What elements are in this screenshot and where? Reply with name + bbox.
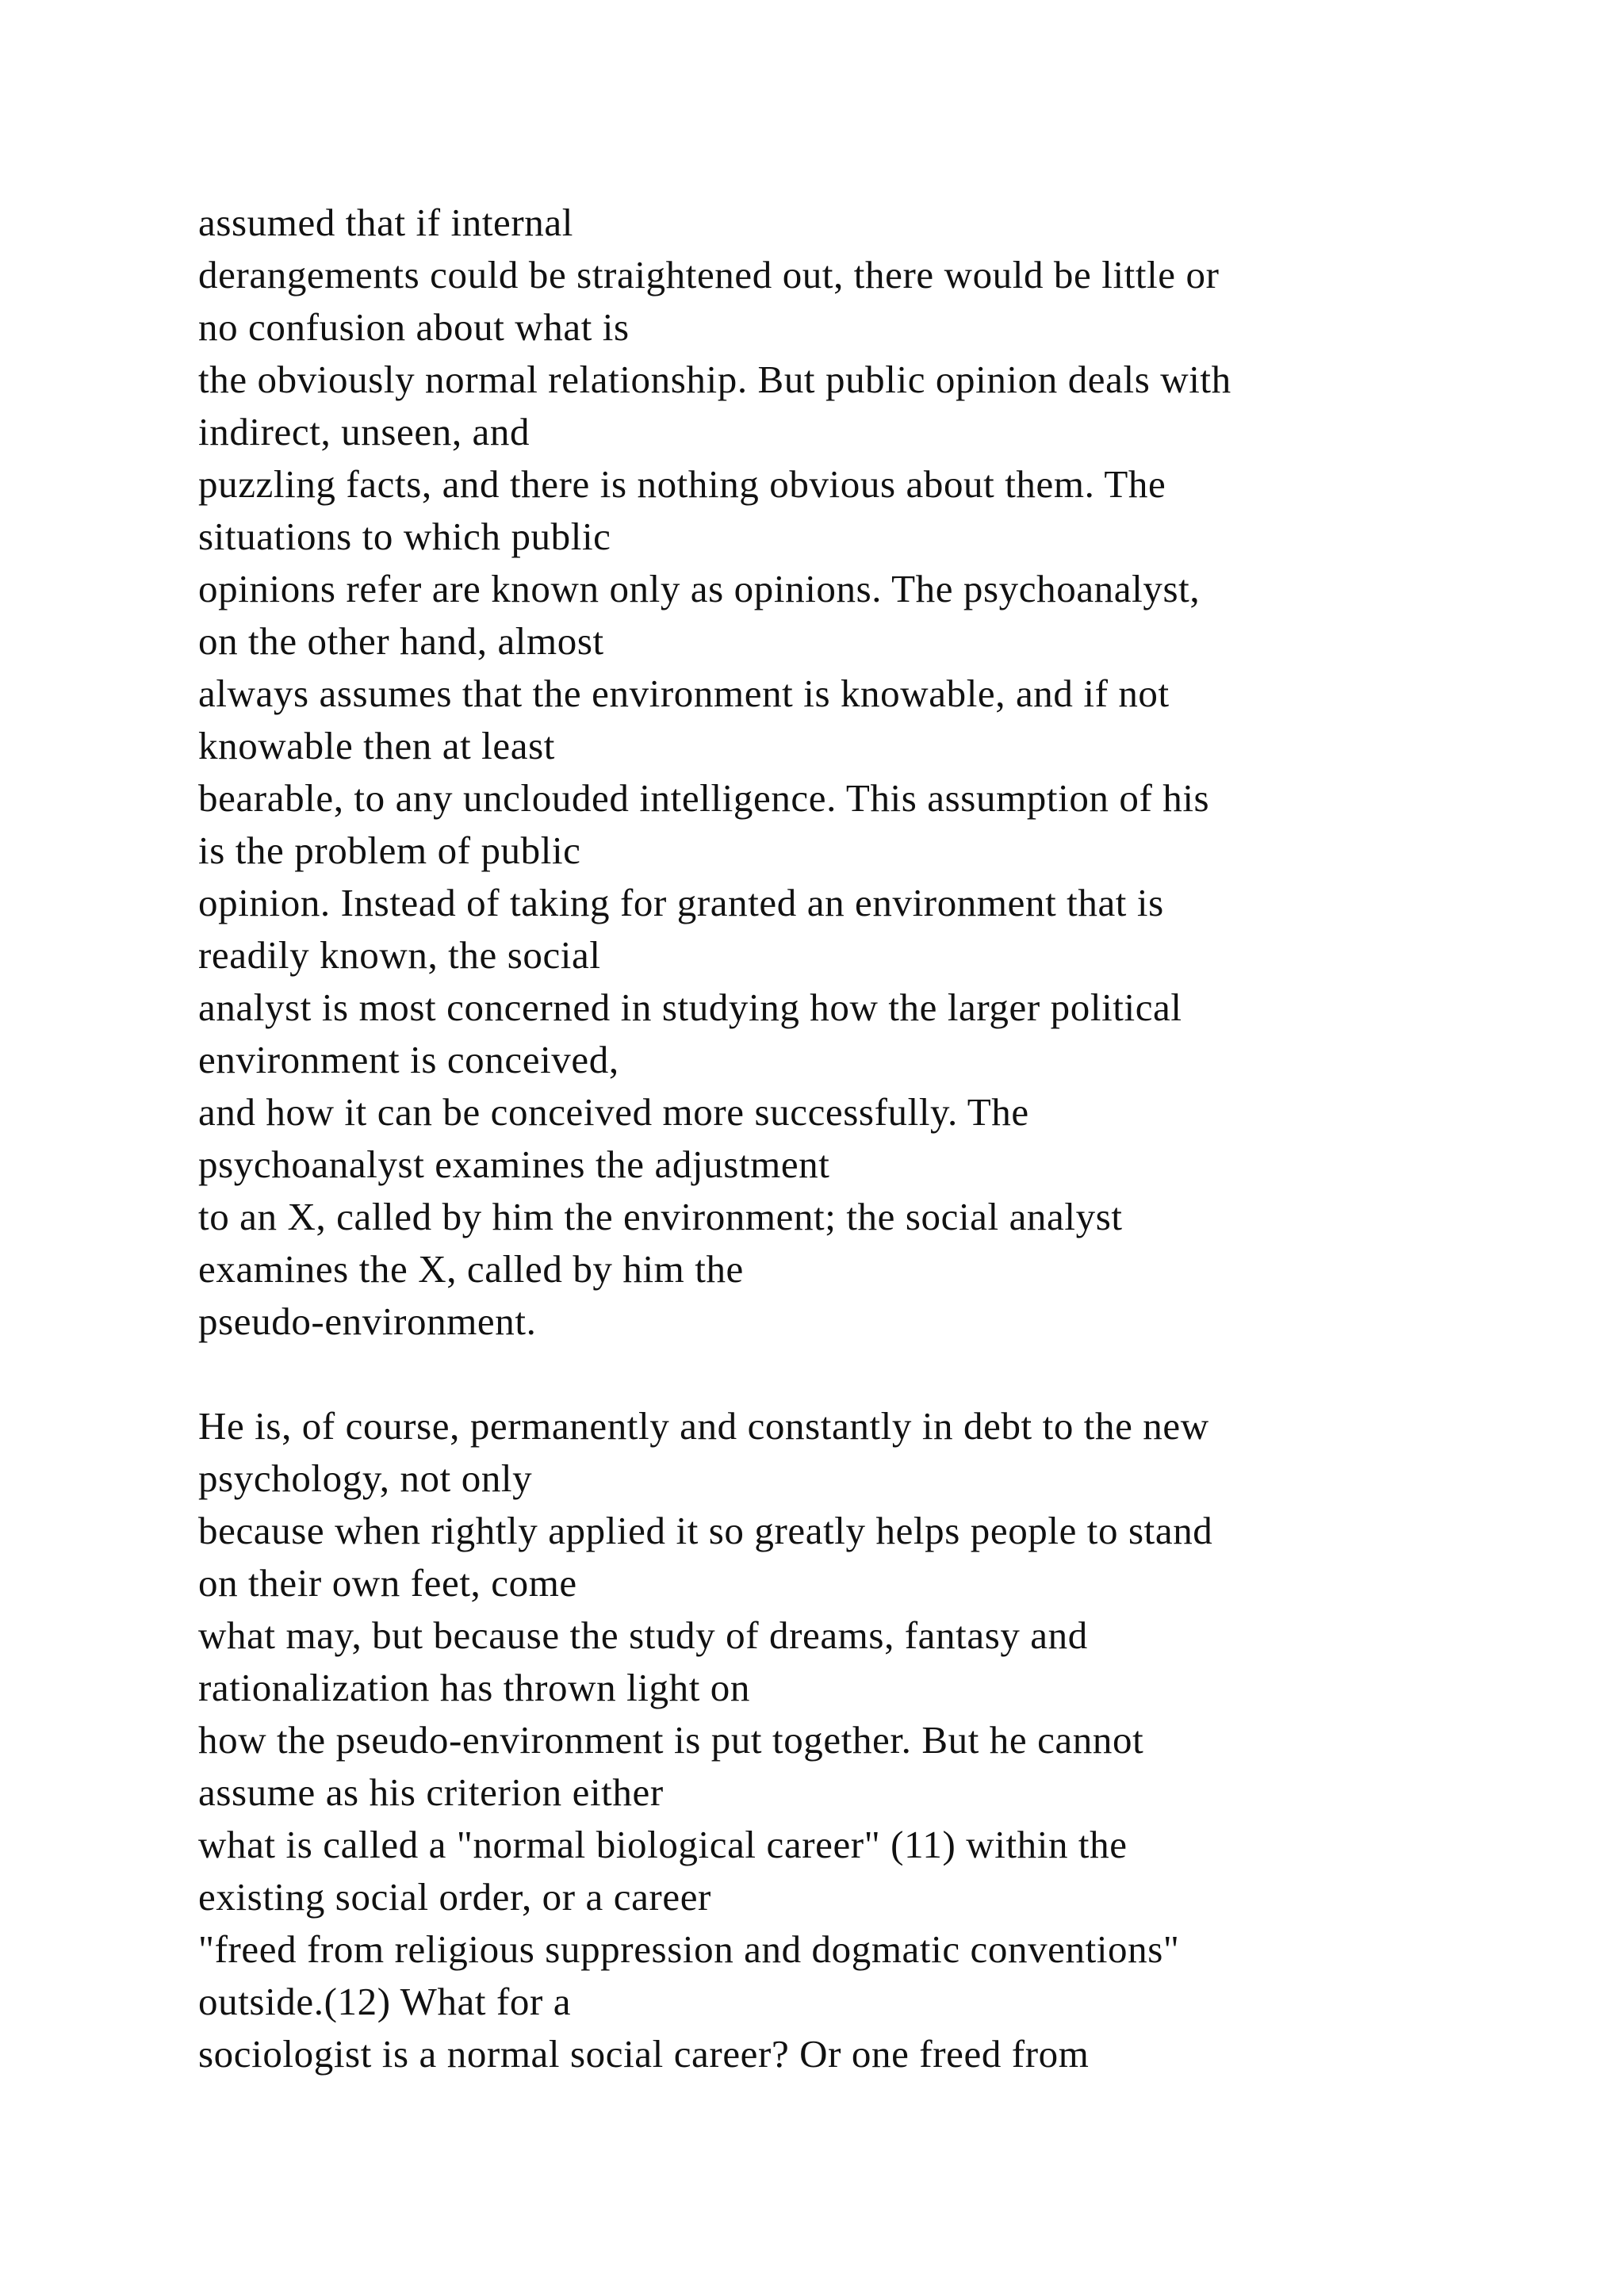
text-line: "freed from religious suppression and dogmatic conventions" xyxy=(198,1927,1180,1971)
text-line: opinions refer are known only as opinions. The psychoanalyst, xyxy=(198,567,1201,610)
body-text xyxy=(198,197,1610,2080)
text-line: indirect, unseen, and xyxy=(198,410,530,453)
text-line: to an X, called by him the environment; the social analyst xyxy=(198,1195,1123,1238)
text-line: existing social order, or a career xyxy=(198,1875,711,1919)
text-line: situations to which public xyxy=(198,515,611,558)
text-line: is the problem of public xyxy=(198,828,581,872)
text-line: analyst is most concerned in studying how the larger political xyxy=(198,985,1182,1029)
text-line: derangements could be straightened out, there would be little or xyxy=(198,253,1220,297)
text-line: always assumes that the environment is knowable, and if not xyxy=(198,672,1170,715)
paragraph-2 xyxy=(198,1400,1610,2080)
text-line: on their own feet, come xyxy=(198,1561,577,1605)
text-line: He is, of course, permanently and constantly in debt to the new xyxy=(198,1404,1209,1448)
paragraph-spacer xyxy=(198,1348,1610,1400)
text-line: environment is conceived, xyxy=(198,1038,619,1081)
text-line: because when rightly applied it so greatly helps people to stand xyxy=(198,1509,1213,1552)
text-line: how the pseudo-environment is put together. But he cannot xyxy=(198,1718,1144,1762)
text-line: outside.(12) What for a xyxy=(198,1980,572,2023)
text-line: sociologist is a normal social career? Or one freed from xyxy=(198,2032,1090,2076)
text-line: pseudo-environment. xyxy=(198,1299,537,1343)
text-line: knowable then at least xyxy=(198,724,555,767)
text-line: bearable, to any unclouded intelligence. This assumption of his xyxy=(198,776,1210,820)
text-line: no confusion about what is xyxy=(198,305,630,349)
text-line: assumed that if internal xyxy=(198,201,573,244)
text-line: assume as his criterion either xyxy=(198,1770,664,1814)
paragraph-1 xyxy=(198,197,1610,1348)
text-line: readily known, the social xyxy=(198,933,601,977)
text-line: on the other hand, almost xyxy=(198,619,604,663)
text-line: psychology, not only xyxy=(198,1456,533,1500)
text-line: opinion. Instead of taking for granted an environment that is xyxy=(198,881,1164,924)
text-line: what may, but because the study of dreams, fantasy and xyxy=(198,1613,1088,1657)
text-line: examines the X, called by him the xyxy=(198,1247,744,1291)
text-line: rationalization has thrown light on xyxy=(198,1666,750,1709)
text-line: and how it can be conceived more successfully. The xyxy=(198,1090,1029,1134)
text-line: psychoanalyst examines the adjustment xyxy=(198,1142,830,1186)
text-line: the obviously normal relationship. But public opinion deals with xyxy=(198,358,1231,401)
text-line: what is called a "normal biological career" (11) within the xyxy=(198,1823,1128,1866)
text-line: puzzling facts, and there is nothing obvious about them. The xyxy=(198,462,1166,506)
